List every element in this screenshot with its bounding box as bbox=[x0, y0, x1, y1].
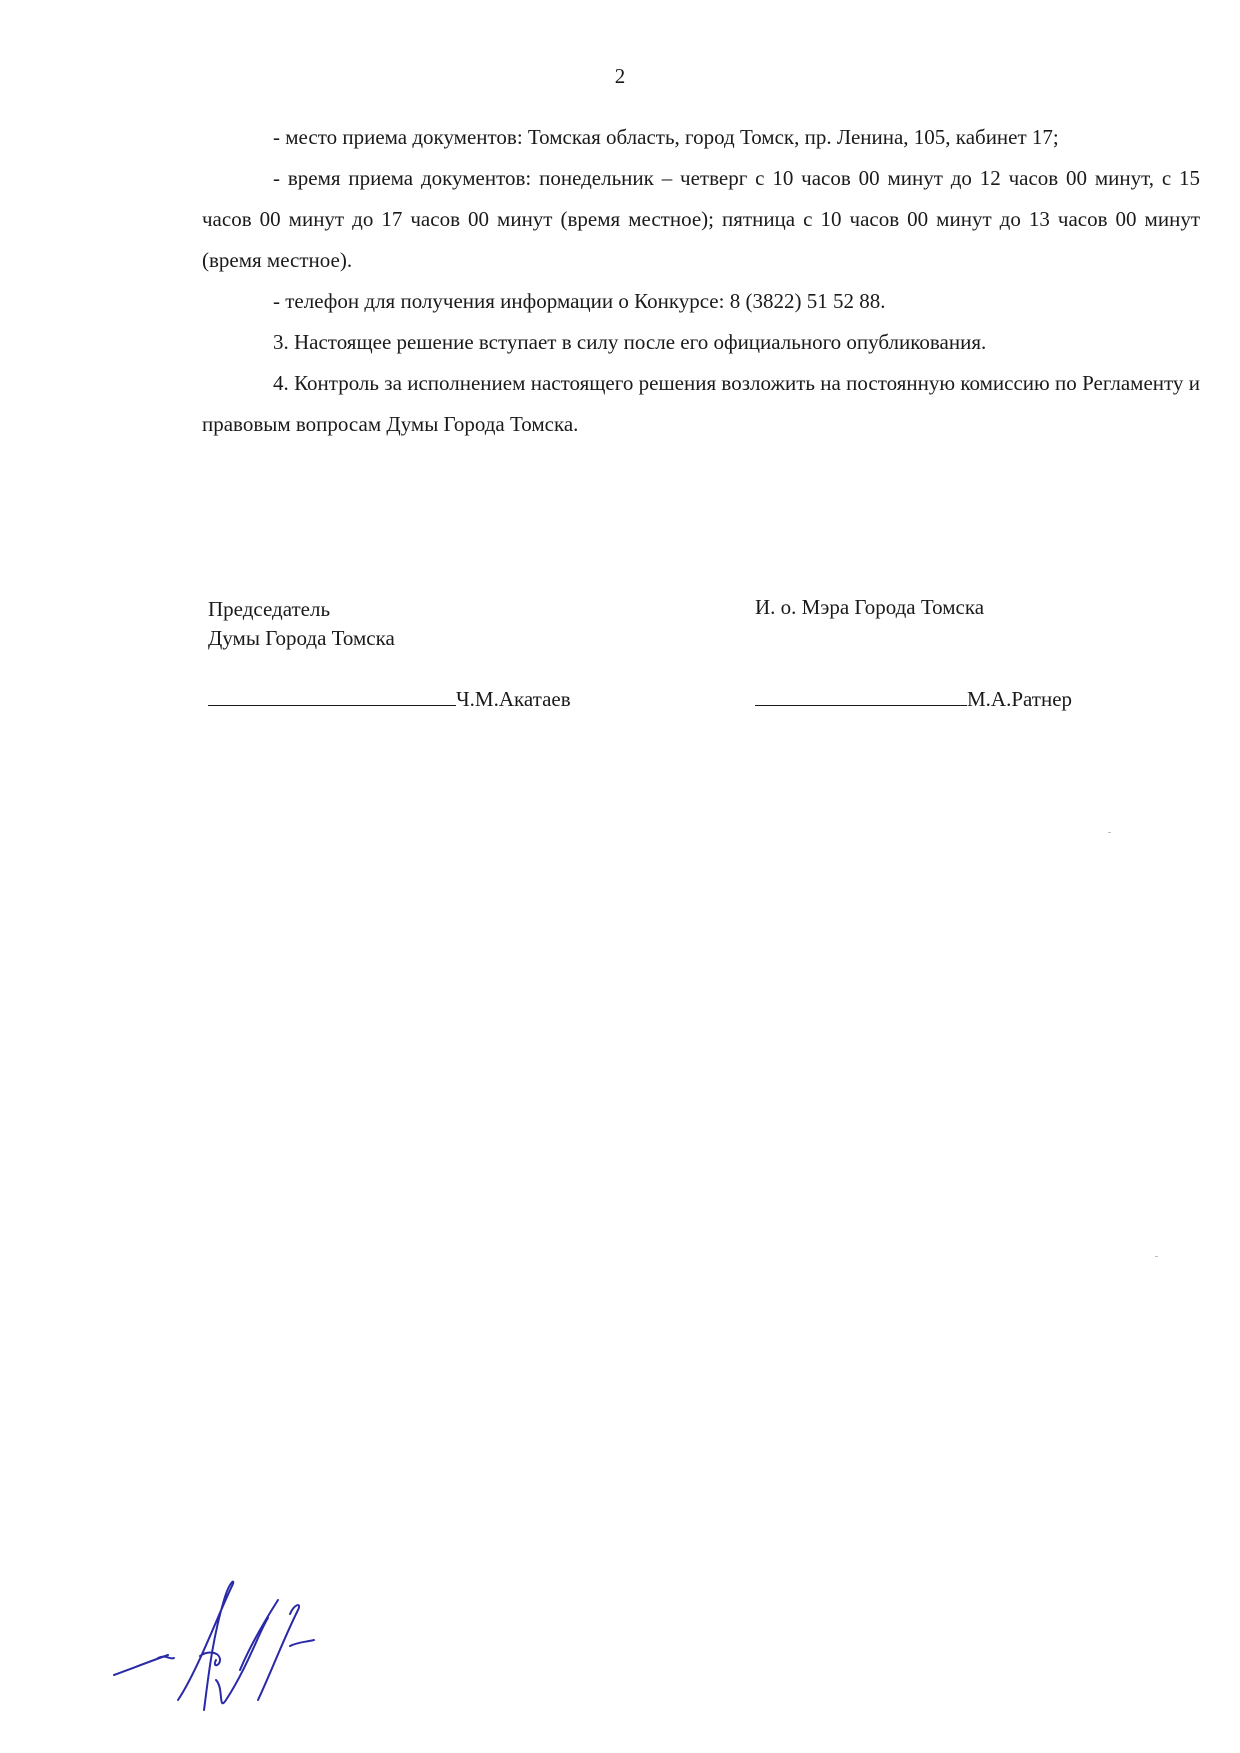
paragraph-document-place: - место приема документов: Томская область, город Томск, пр. Ленина, 105, кабинет 17; bbox=[273, 125, 1059, 149]
paragraph-contact-phone: - телефон для получения информации о Конкурсе: 8 (3822) 51 52 88. bbox=[273, 289, 886, 313]
scan-speck bbox=[1108, 832, 1111, 833]
signatory-left-title-1: Председатель bbox=[208, 597, 331, 621]
paragraph-effective-date: 3. Настоящее решение вступает в силу после его официального опубликования. bbox=[273, 330, 987, 354]
paragraph-reception-hours: - время приема документов: понедельник – четверг с 10 часов 00 минут до 12 часов 00 минут, с 15 часов 00 минут до 17 часов 00 минут (время местное); пятница с 10 часов 00 минут до 13 часов 00 минут (время местное). bbox=[202, 166, 1200, 272]
signatory-left-name: Ч.М.Акатаев bbox=[456, 687, 571, 711]
signatory-right-title-1: И. о. Мэра Города Томска bbox=[755, 595, 985, 619]
signature-line-left bbox=[208, 685, 456, 706]
signatory-right-name: М.А.Ратнер bbox=[967, 687, 1073, 711]
signature-block-left bbox=[208, 595, 395, 653]
scan-speck bbox=[1155, 1256, 1158, 1257]
signature-row-right bbox=[755, 685, 1072, 712]
signature-line-right bbox=[755, 685, 967, 706]
paragraph-control: 4. Контроль за исполнением настоящего решения возложить на постоянную комиссию по Регламенту и правовым вопросам Думы Города Томска. bbox=[202, 371, 1200, 436]
page-number: 2 bbox=[614, 64, 626, 88]
document-body bbox=[202, 117, 1200, 445]
handwritten-signature bbox=[108, 1570, 328, 1720]
signature-row-left bbox=[208, 685, 571, 712]
signatory-left-title-2: Думы Города Томска bbox=[208, 626, 395, 650]
signature-block-right bbox=[755, 593, 984, 622]
